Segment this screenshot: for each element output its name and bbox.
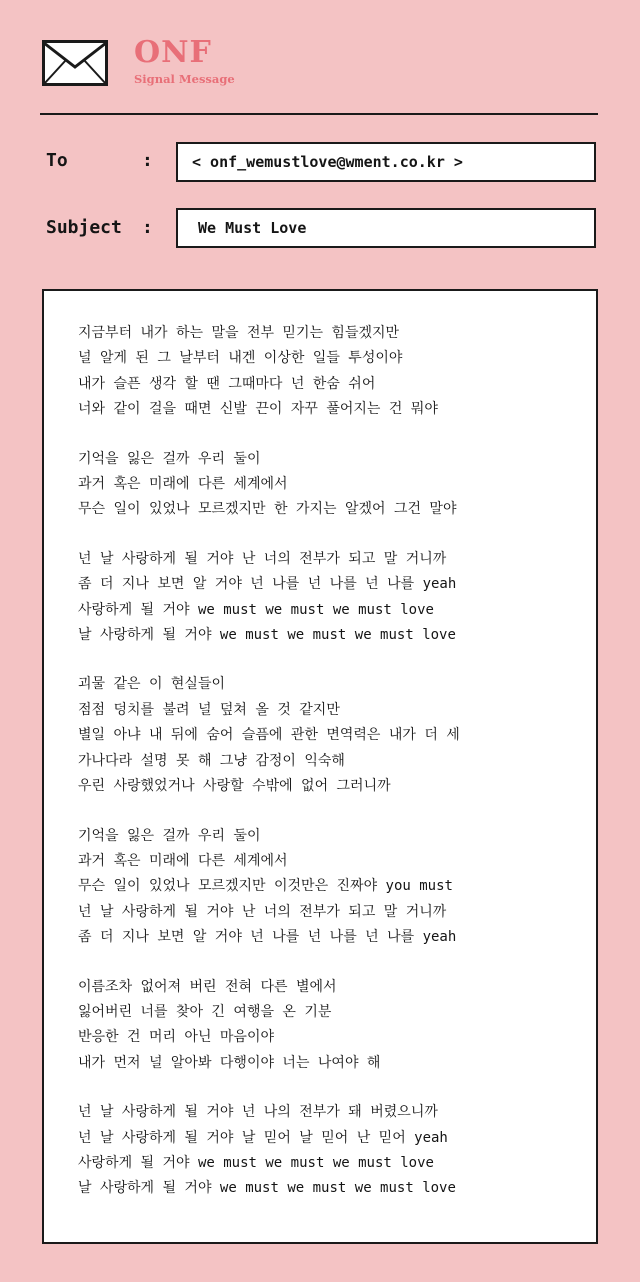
envelope-icon [42,40,108,86]
stanza [78,447,596,523]
lyric-line: 넌 날 사랑하게 될 거야 넌 나의 전부가 돼 버렸으니까 [78,1104,438,1121]
lyric-line: 넌 날 사랑하게 될 거야 난 너의 전부가 되고 말 거니까 [78,903,447,920]
lyric-line: 별일 아냐 내 뒤에 숨어 슬픔에 관한 면역력은 내가 더 세 [78,727,460,744]
lyric-line: 좀 더 지나 보면 알 거야 넌 나를 넌 나를 넌 나를 yeah [78,929,457,946]
lyric-line: 이름조차 없어져 버린 전혀 다른 별에서 [78,978,337,995]
lyric-line: 기억을 잃은 걸까 우리 둘이 [78,827,261,844]
lyric-line: 기억을 잃은 걸까 우리 둘이 [78,450,261,467]
lyric-line: 내가 먼저 널 알아봐 다행이야 너는 나여야 해 [78,1054,381,1071]
subject-label: Subject [46,217,122,238]
lyric-line: 과거 혹은 미래에 다른 세계에서 [78,852,288,869]
stanza [78,321,596,423]
stanza [78,975,596,1077]
stanza [78,1100,596,1202]
brand [134,35,235,86]
lyric-line: 좀 더 지나 보면 알 거야 넌 나를 넌 나를 넌 나를 yeah [78,576,457,593]
to-colon: : [142,150,153,171]
to-field[interactable]: < onf_wemustlove@wment.co.kr > [176,142,596,182]
stanza [78,824,596,951]
lyric-line: 넌 날 사랑하게 될 거야 난 너의 전부가 되고 말 거니까 [78,550,447,567]
lyric-line: 점점 덩치를 불려 널 덮쳐 올 것 같지만 [78,701,340,718]
lyric-line: 잃어버린 너를 찾아 긴 여행을 온 기분 [78,1003,332,1020]
stanza [78,672,596,799]
lyric-line: 과거 혹은 미래에 다른 세계에서 [78,476,288,493]
lyric-line: 무슨 일이 있었나 모르겠지만 이것만은 진짜야 you must [78,878,453,895]
message-body[interactable] [42,289,598,1244]
lyric-line: 너와 같이 걸을 때면 신발 끈이 자꾸 풀어지는 건 뭐야 [78,401,438,418]
brand-title: ONF [134,35,212,70]
brand-subtitle: Signal Message [134,72,235,86]
subject-colon: : [142,217,153,238]
lyric-line: 내가 슬픈 생각 할 땐 그때마다 넌 한숨 쉬어 [78,375,376,392]
lyric-line: 널 알게 된 그 날부터 내겐 이상한 일들 투성이야 [78,350,403,367]
lyric-line: 넌 날 사랑하게 될 거야 날 믿어 날 믿어 난 믿어 yeah [78,1129,448,1146]
lyric-line: 무슨 일이 있었나 모르겠지만 한 가지는 알겠어 그건 말야 [78,501,457,518]
stanza [78,547,596,649]
lyric-line: 지금부터 내가 하는 말을 전부 믿기는 힘들겠지만 [78,325,400,341]
header [40,35,600,98]
subject-field[interactable]: We Must Love [176,208,596,248]
lyric-line: 사랑하게 될 거야 we must we must we must love [78,1154,434,1171]
lyric-line: 우린 사랑했었거나 사랑할 수밖에 없어 그러니까 [78,778,391,795]
lyric-line: 날 사랑하게 될 거야 we must we must we must love [78,627,456,644]
to-label: To [46,150,68,171]
lyric-line: 괴물 같은 이 현실들이 [78,676,226,693]
lyric-line: 날 사랑하게 될 거야 we must we must we must love [78,1180,456,1197]
lyric-line: 사랑하게 될 거야 we must we must we must love [78,601,434,618]
lyric-line: 가나다라 설명 못 해 그냥 감정이 익숙해 [78,752,345,769]
lyric-line: 반응한 건 머리 아닌 마음이야 [78,1029,275,1046]
header-divider [40,113,598,115]
